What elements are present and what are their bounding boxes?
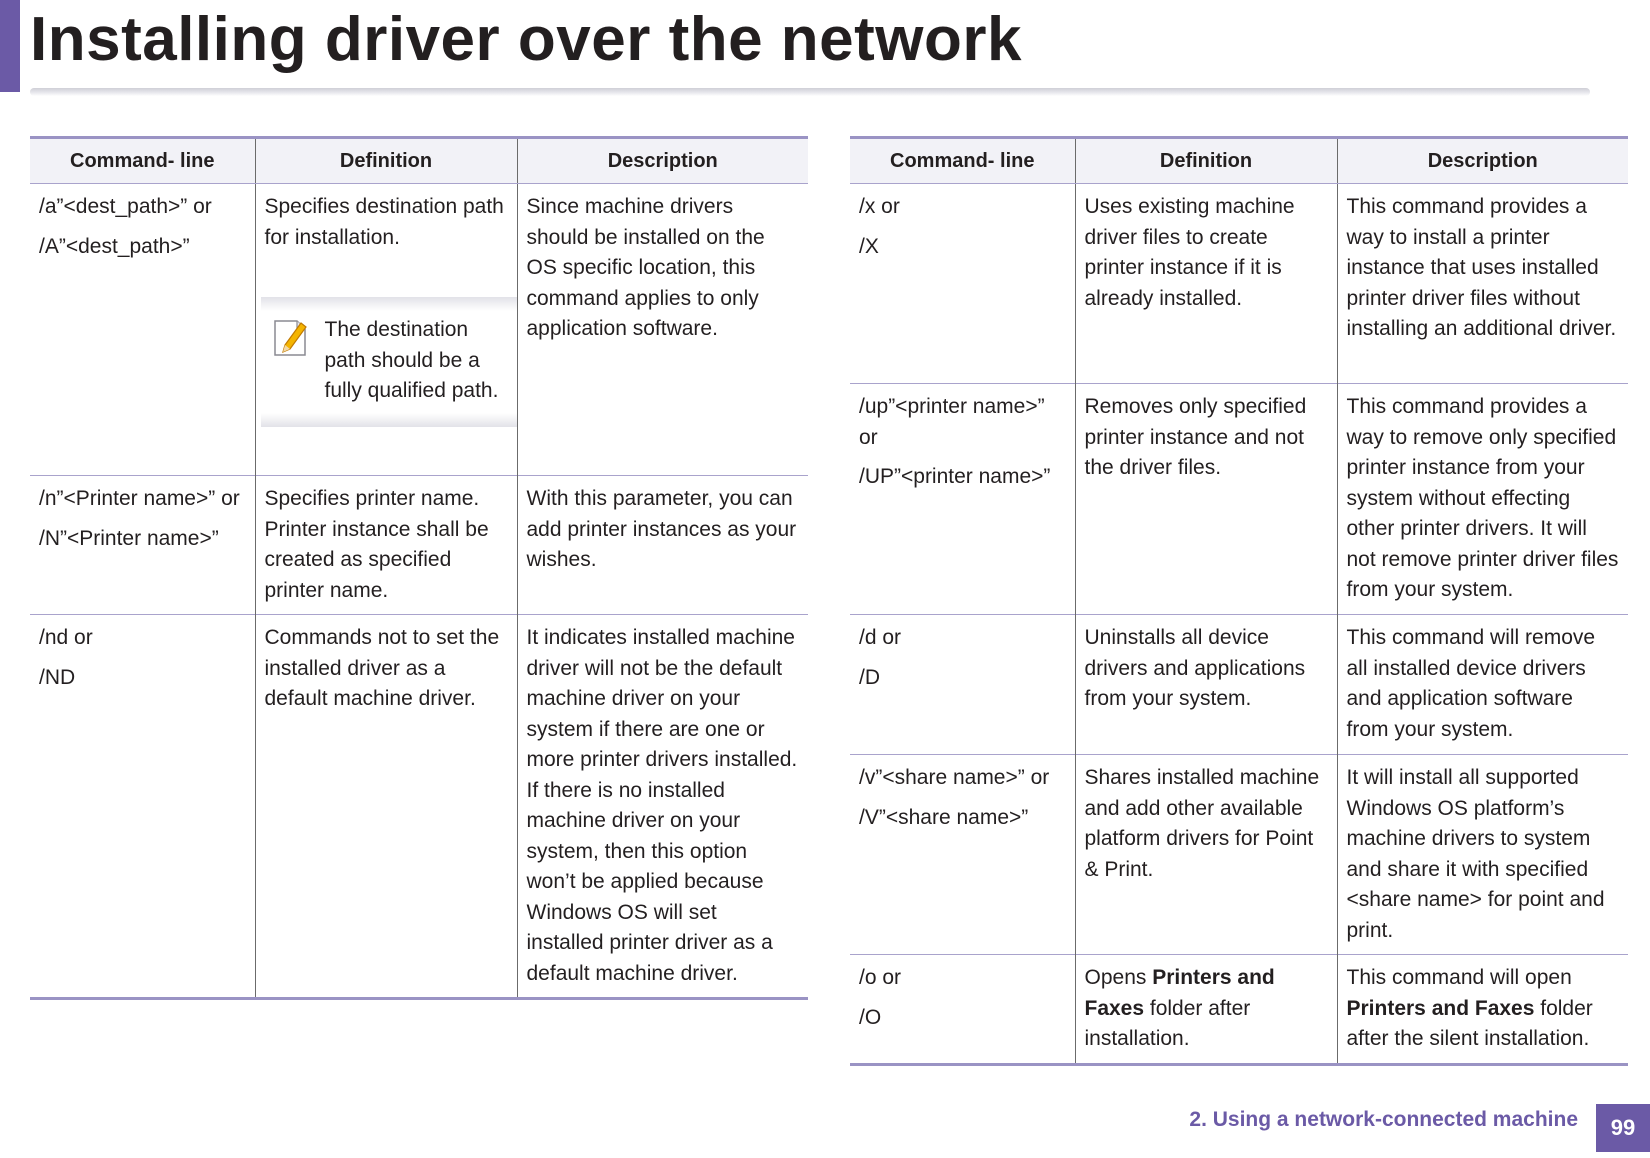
page-number: 99: [1596, 1104, 1650, 1152]
definition-cell: Uninstalls all device drivers and applications from your system.: [1075, 615, 1337, 755]
table-row: [850, 615, 1628, 755]
command-text: /v”<share name>” or: [859, 766, 1050, 789]
command-text: /ND: [39, 665, 76, 689]
header-definition: Definition: [1075, 138, 1337, 184]
folder-name-bold: Printers and Faxes: [1346, 996, 1535, 1020]
command-cell: [30, 615, 255, 999]
description-text: folder after the silent installation.: [1346, 996, 1593, 1050]
command-text: /UP”<printer name>”: [859, 465, 1051, 488]
command-text: /O: [859, 1005, 882, 1029]
description-text: This command will open: [1346, 966, 1572, 989]
definition-cell: [1075, 955, 1337, 1065]
command-text: /A”<dest_path>”: [39, 234, 190, 258]
title-underline: [30, 88, 1590, 96]
command-text: /X: [859, 234, 879, 258]
table-row: [30, 476, 808, 615]
title-accent-bar: [0, 0, 20, 92]
table-header-row: [30, 138, 808, 184]
header-command-line: Command- line: [850, 138, 1075, 184]
command-text: /V”<share name>”: [859, 805, 1029, 829]
command-text: /a”<dest_path>” or: [39, 195, 212, 218]
folder-name-bold: Printers and Faxes: [1084, 966, 1275, 1020]
command-cell: [850, 384, 1075, 615]
definition-cell: [255, 184, 517, 476]
command-text: /o or: [859, 966, 902, 989]
definition-text: Opens: [1084, 966, 1153, 989]
description-cell: It will install all supported Windows OS platform’s machine drivers to system and share it with specified <share name> for point and print.: [1337, 755, 1628, 955]
command-text: /up”<printer name>” or: [859, 395, 1045, 449]
command-cell: [30, 184, 255, 476]
header-description: Description: [517, 138, 808, 184]
command-text: /D: [859, 665, 880, 689]
command-text: /x or: [859, 195, 900, 218]
page-title: Installing driver over the network: [30, 5, 1023, 74]
header-description: Description: [1337, 138, 1628, 184]
definition-cell: Removes only specified printer instance and not the driver files.: [1075, 384, 1337, 615]
description-cell: [1337, 955, 1628, 1065]
table-row: [30, 184, 808, 476]
command-cell: [850, 955, 1075, 1065]
table-header-row: [850, 138, 1628, 184]
definition-cell: Specifies printer name. Printer instance shall be created as specified printer name.: [255, 476, 517, 615]
footer-chapter-title: 2. Using a network-connected machine: [1189, 1108, 1578, 1131]
definition-cell: Uses existing machine driver files to create printer instance if it is already installed.: [1075, 184, 1337, 384]
description-cell: This command provides a way to install a printer instance that uses installed printer driver files without installing an additional driver.: [1337, 184, 1628, 384]
description-cell: It indicates installed machine driver will not be the default machine driver on your system if there are one or more printer drivers installed. If there is no installed machine driver on your system, then this option won’t be applied because Windows OS will set installed printer driver as a default machine driver.: [517, 615, 808, 999]
note-text: The destination path should be a fully qualified path.: [324, 318, 499, 402]
description-cell: With this parameter, you can add printer instances as your wishes.: [517, 476, 808, 615]
note-pencil-icon: [271, 315, 311, 359]
table-row: [30, 615, 808, 999]
table-row: [850, 184, 1628, 384]
header-command-line: Command- line: [30, 138, 255, 184]
command-text: /nd or: [39, 626, 93, 649]
note-box: [261, 297, 517, 427]
command-cell: [850, 184, 1075, 384]
description-cell: Since machine drivers should be installed on the OS specific location, this command applies to only application software.: [517, 184, 808, 476]
table-row: [850, 755, 1628, 955]
command-cell: [850, 755, 1075, 955]
command-cell: [850, 615, 1075, 755]
table-row: [850, 955, 1628, 1065]
command-text: /d or: [859, 626, 902, 649]
description-cell: This command will remove all installed device drivers and application software from your system.: [1337, 615, 1628, 755]
command-cell: [30, 476, 255, 615]
definition-cell: Commands not to set the installed driver as a default machine driver.: [255, 615, 517, 999]
right-command-table: [850, 136, 1628, 1066]
definition-cell: Shares installed machine and add other available platform drivers for Point & Print.: [1075, 755, 1337, 955]
header-definition: Definition: [255, 138, 517, 184]
command-text: /n”<Printer name>” or: [39, 487, 240, 510]
definition-text: Specifies destination path for installation.: [264, 195, 504, 249]
left-command-table: [30, 136, 808, 1000]
definition-text: folder after installation.: [1084, 996, 1251, 1050]
command-text: /N”<Printer name>”: [39, 526, 219, 550]
description-cell: This command provides a way to remove only specified printer instance from your system without effecting other printer drivers. It will not remove printer driver files from your system.: [1337, 384, 1628, 615]
table-row: [850, 384, 1628, 615]
